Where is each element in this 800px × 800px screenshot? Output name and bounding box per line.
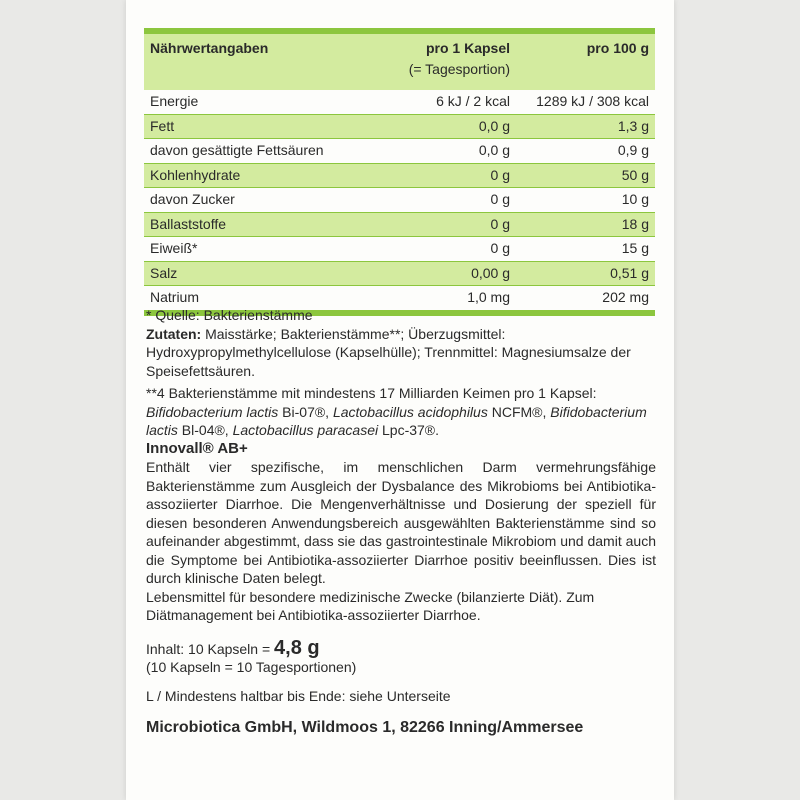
row-per-100g: 10 g	[621, 191, 649, 207]
row-per-capsule: 0 g	[490, 191, 510, 207]
strain-3-code: Bl-04®,	[177, 422, 233, 438]
row-label: Fett	[150, 117, 175, 134]
source-note: * Quelle: Bakterienstämme	[146, 307, 313, 323]
content-amount: 4,8 g	[274, 636, 320, 659]
row-label: davon Zucker	[150, 191, 235, 207]
strain-1-code: Bi-07®,	[278, 403, 333, 420]
ingredients-text: Maisstärke; Bakterienstämme**; Überzugsmittel: Hydroxypropylmethylcellulose (Kapselhülle); Trennmittel: Magnesiumsalze der Speisefettsäuren.	[146, 325, 631, 379]
row-label: Salz	[150, 264, 178, 281]
row-per-100g: 0,51 g	[610, 264, 649, 281]
table-row	[144, 213, 655, 238]
header-per-capsule: pro 1 Kapsel	[425, 40, 510, 56]
row-per-100g: 202 mg	[602, 289, 649, 305]
row-per-capsule: 0,00 g	[471, 264, 510, 281]
strain-4-name: Lactobacillus paracasei	[232, 422, 379, 438]
manufacturer-address: Microbiotica GmbH, Wildmoos 1, 82266 Inning/Ammersee	[146, 719, 584, 736]
row-per-capsule: 1,0 mg	[467, 289, 510, 305]
best-before: L / Mindestens haltbar bis Ende: siehe Unterseite	[146, 687, 451, 704]
row-label: davon gesättigte Fettsäuren	[150, 142, 324, 158]
table-row	[144, 90, 655, 115]
nutrition-table	[144, 28, 655, 316]
row-per-100g: 1289 kJ / 308 kcal	[536, 93, 649, 109]
table-row	[144, 237, 655, 262]
row-per-capsule: 0,0 g	[478, 142, 510, 158]
row-per-capsule: 0 g	[490, 215, 510, 232]
table-row	[144, 262, 655, 287]
table-row	[144, 115, 655, 140]
content-portions: (10 Kapseln = 10 Tagesportionen)	[146, 659, 357, 675]
row-label: Kohlenhydrate	[150, 166, 241, 183]
row-per-capsule: 0,0 g	[478, 117, 510, 134]
product-description: Enthält vier spezifische, im menschlichen Darm vermehrungsfähige Bakterienstämme zum Ausgleich der Dysbalance des Mikrobioms bei Antibiotika-assoziierter Diarrhoe. Die Mengenverhältnisse und Dosierung der speziell für diesen besonderen Anwendungsbereich ausgewählten Bakterienstämme sind so aufeinander abgestimmt, dass sie das gastrointestinale Mikrobiom und damit auch die Symptome bei Antibiotika-assoziierter Diarrhoe positiv beeinflussen. Dies ist durch klinische Daten belegt.	[146, 459, 656, 586]
row-per-capsule: 0 g	[490, 166, 510, 183]
row-per-capsule: 6 kJ / 2 kcal	[436, 93, 510, 109]
strain-1-name: Bifidobacterium lactis	[146, 403, 279, 420]
strain-3-name: Bifidobacterium lactis	[146, 403, 647, 438]
header-per-capsule-note: (= Tagesportion)	[408, 61, 510, 77]
header-per-100g: pro 100 g	[586, 40, 649, 56]
row-per-100g: 0,9 g	[617, 142, 649, 158]
row-label: Energie	[150, 93, 199, 109]
row-per-capsule: 0 g	[490, 240, 510, 256]
strain-2-code: NCFM®,	[487, 403, 547, 420]
table-row	[144, 139, 655, 164]
brand-name: Innovall® AB+	[146, 439, 248, 457]
content-prefix: Inhalt: 10 Kapseln =	[146, 640, 275, 657]
strain-2-name: Lactobacillus acidophilus	[332, 403, 488, 420]
row-per-100g: 1,3 g	[617, 117, 649, 134]
strains-intro: **4 Bakterienstämme mit mindestens 17 Milliarden Keimen pro 1 Kapsel:	[146, 385, 597, 401]
row-per-100g: 18 g	[621, 215, 649, 232]
strains-list	[146, 403, 656, 440]
row-per-100g: 15 g	[621, 240, 649, 256]
table-row	[144, 164, 655, 189]
header-nutrition: Nährwertangaben	[150, 40, 269, 56]
nutrition-table-header	[144, 28, 655, 90]
ingredients	[146, 325, 656, 381]
ingredients-label: Zutaten:	[146, 325, 202, 342]
strain-4-code: Lpc-37®.	[378, 422, 440, 438]
label-text	[146, 306, 656, 738]
row-label: Ballaststoffe	[150, 215, 227, 232]
row-per-100g: 50 g	[621, 166, 649, 183]
content-line	[146, 636, 656, 659]
table-row	[144, 188, 655, 213]
row-label: Eiweiß*	[150, 240, 198, 256]
product-purpose: Lebensmittel für besondere medizinische Zwecke (bilanzierte Diät). Zum Diätmanagement bei Antibiotika-assoziierter Diarrhoe.	[146, 588, 595, 623]
row-label: Natrium	[150, 289, 200, 305]
package-back-panel	[126, 0, 674, 800]
